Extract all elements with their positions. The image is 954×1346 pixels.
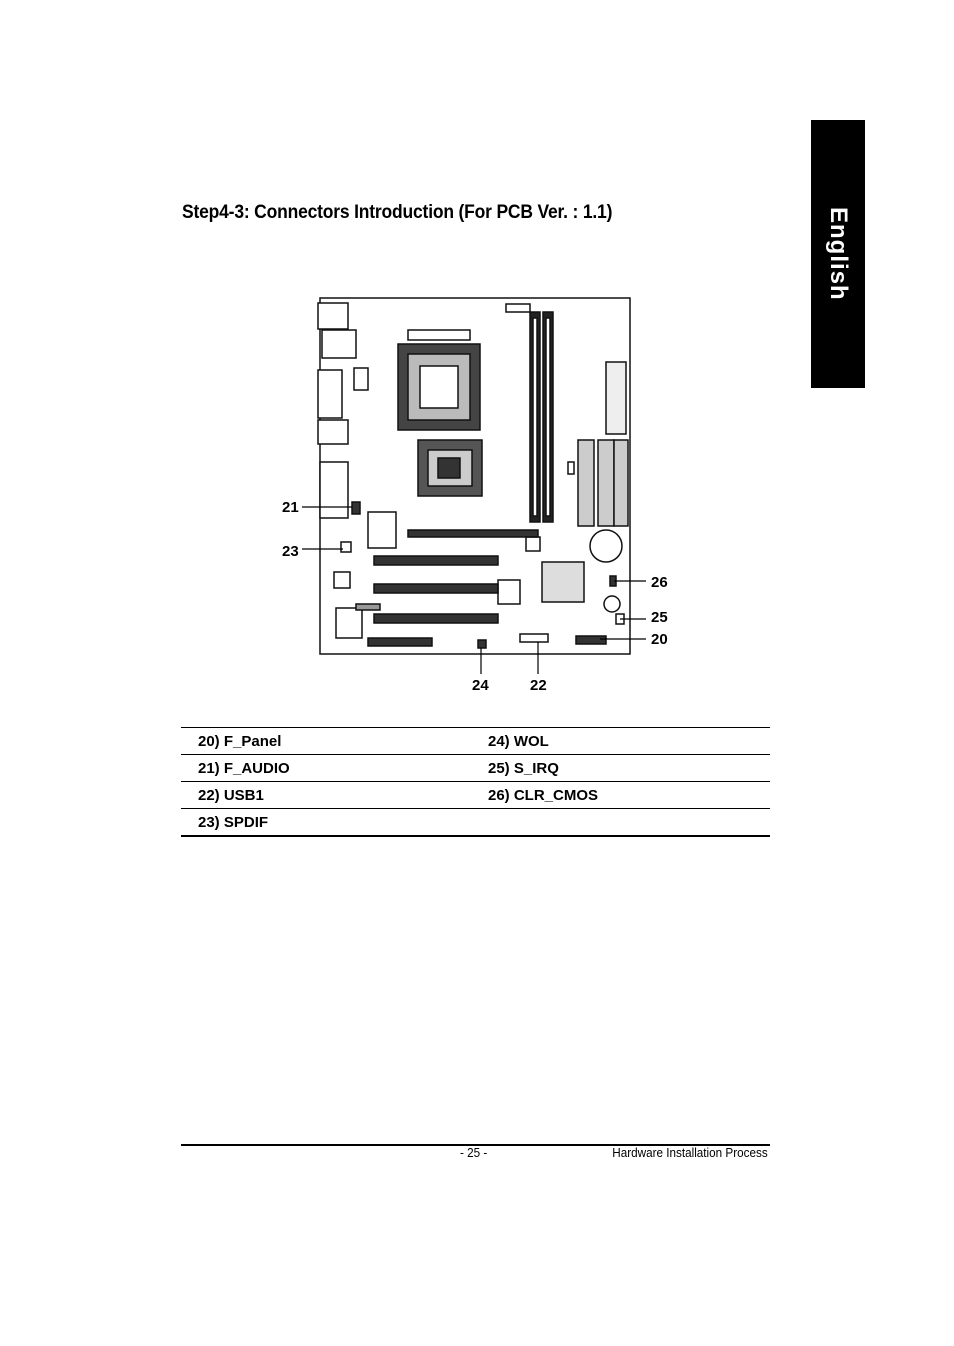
- callout-20: 20: [651, 631, 668, 648]
- motherboard-board: [318, 298, 630, 654]
- callout-23: 23: [282, 543, 299, 560]
- table-cell: 20) F_Panel: [181, 728, 468, 755]
- page-number: - 25 -: [460, 1145, 488, 1160]
- table-cell: 23) SPDIF: [181, 809, 468, 837]
- callout-22: 22: [530, 677, 547, 694]
- callout-24: 24: [472, 677, 489, 694]
- footer-section-title: Hardware Installation Process: [612, 1145, 768, 1160]
- callout-21: 21: [282, 499, 299, 516]
- table-row: [181, 728, 770, 755]
- connector-table: [181, 727, 770, 837]
- table-row: [181, 755, 770, 782]
- table-cell: 26) CLR_CMOS: [468, 782, 770, 809]
- callout-26: 26: [651, 574, 668, 591]
- table-cell: 22) USB1: [181, 782, 468, 809]
- table-cell: 21) F_AUDIO: [181, 755, 468, 782]
- table-cell: 25) S_IRQ: [468, 755, 770, 782]
- language-tab-label: English: [825, 207, 852, 301]
- table-row: [181, 809, 770, 837]
- table-row: [181, 782, 770, 809]
- section-heading: Step4-3: Connectors Introduction (For PCB Ver. : 1.1): [182, 202, 613, 223]
- table-cell: 24) WOL: [468, 728, 770, 755]
- table-cell: [468, 809, 770, 837]
- callout-25: 25: [651, 609, 668, 626]
